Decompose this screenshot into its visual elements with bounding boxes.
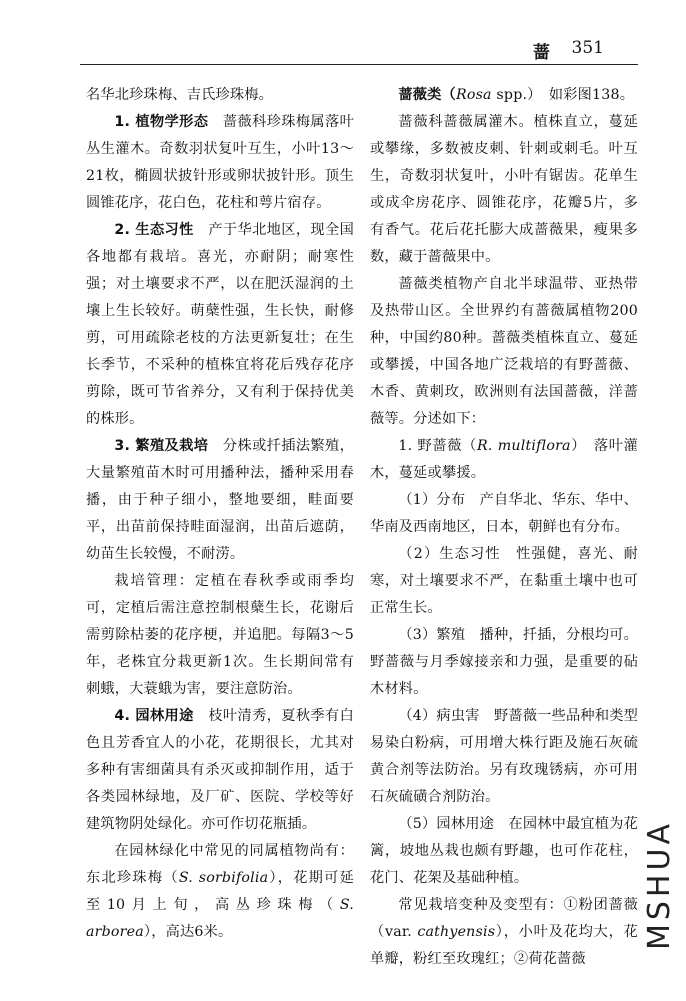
continued-text: 名华北珍珠梅、吉氏珍珠梅。 [86, 87, 274, 103]
distribution-heading: （1）分布 [398, 492, 466, 508]
related-text-a: 在园林绿化中常见的同属植物尚有：东北珍珠梅（ [86, 843, 354, 886]
para-ecology-heading: 2. 生态习性 [114, 222, 194, 238]
para-varieties [370, 892, 638, 973]
page-number: 351 [571, 38, 604, 58]
para-rosa-distribution [370, 271, 638, 433]
left-column [86, 82, 354, 946]
continued-line [86, 82, 354, 109]
para-landscape-text: 枝叶清秀，夏秋季有白色且芳香宜人的小花，花期很长，尤其对多种有害细菌具有杀灭或抑制作用，适于各类园林绿地，及厂矿、医院、学校等好建筑物阴处绿化。亦可作切花瓶插。 [86, 708, 354, 832]
propagation-heading: （3）繁殖 [398, 627, 466, 643]
varieties-latin: cathyensis [417, 924, 496, 940]
para-propagation-heading: 3. 繁殖及栽培 [114, 438, 209, 454]
para-cultivation-text: 栽培管理：定植在春秋季或雨季均可，定植后需注意控制根蘖生长，花谢后需剪除枯萎的花序梗，并追肥。每隔3～5年，老株宜分栽更新1次。生长期间常有刺蛾，大蓑蛾为害，要注意防治。 [86, 573, 354, 697]
habit-text: 性强健，喜光、耐寒，对土壤要求不严，在黏重土壤中也可正常生长。 [370, 546, 638, 616]
para-propagation [86, 433, 354, 568]
para-propagation-rosa [370, 622, 638, 703]
para-morphology-text: 蔷薇科珍珠梅属落叶丛生灌木。奇数羽状复叶互生，小叶13～21枚，椭圆状披针形或卵状披针形。顶生圆锥花序，花白色，花柱和萼片宿存。 [86, 114, 354, 211]
para-related-species [86, 838, 354, 946]
species-name-2: S. arborea [86, 897, 354, 940]
figure-reference: 如彩图138。 [548, 87, 635, 103]
varieties-text-a: 常见栽培变种及变型有：①粉团蔷薇（var. [370, 897, 638, 940]
section-title-text: 蔷薇类（ [398, 87, 456, 103]
para-landscape-heading: 4. 园林用途 [114, 708, 194, 724]
rosa-overview-text: 蔷薇科蔷薇属灌木。植株直立，蔓延或攀缘，多数被皮刺、针刺或刺毛。叶互生，奇数羽状复叶，小叶有锯齿。花单生或成伞房花序、圆锥花序，花瓣5片，多有香气。花后花托膨大成蔷薇果，瘦果多数，藏于蔷薇果中。 [370, 114, 638, 265]
right-column [370, 82, 638, 973]
para-propagation-text: 分株或扦插法繁殖，大量繁殖苗木时可用播种法，播种采用春播，由于种子细小，整地要细，畦面要平，出苗前保持畦面湿润，出苗后遮荫，幼苗生长较慢，不耐涝。 [86, 438, 354, 562]
section-title-latin: Rosa [455, 87, 492, 103]
para-pests [370, 703, 638, 811]
para-multiflora [370, 433, 638, 487]
running-head-char: 蔷 [533, 43, 550, 63]
garden-use-heading: （5）园林用途 [398, 816, 495, 832]
pests-text: 野蔷薇一些品种和类型易染白粉病，可用增大株行距及施石灰硫黄合剂等法防治。另有玫瑰锈病，亦可用石灰硫磺合剂防治。 [370, 708, 638, 805]
para-habit [370, 541, 638, 622]
garden-use-text: 在园林中最宜植为花篱，坡地丛栽也颇有野趣，也可作花柱，花门、花架及基础种植。 [370, 816, 638, 886]
page-header [80, 36, 638, 64]
species-name-1: S. sorbifolia [178, 870, 269, 886]
multiflora-heading-b: ） [570, 438, 579, 454]
habit-heading: （2）生态习性 [398, 546, 501, 562]
section-title-spp: spp.） [491, 87, 535, 103]
watermark: MSHUA [642, 820, 677, 950]
para-landscape-use [86, 703, 354, 838]
rosa-distribution-text: 蔷薇类植物产自北半球温带、亚热带及热带山区。全世界约有蔷薇属植物200种，中国约80种。蔷薇类植株直立、蔓延或攀援，中国各地广泛栽培的有野蔷薇、木香、黄刺玫，欧洲则有法国蔷薇，洋蔷薇等。分述如下： [370, 276, 638, 427]
para-distribution [370, 487, 638, 541]
multiflora-heading-a: 1. 野蔷薇（ [398, 438, 477, 454]
section-title [370, 82, 638, 109]
para-morphology-heading: 1. 植物学形态 [114, 114, 209, 130]
pests-heading: （4）病虫害 [398, 708, 480, 724]
distribution-text: 产自华北、华东、华中、华南及西南地区，日本，朝鲜也有分布。 [370, 492, 639, 535]
header-rule [80, 64, 638, 65]
para-garden-use [370, 811, 638, 892]
para-ecology [86, 217, 354, 433]
multiflora-latin: R. multiflora [477, 438, 571, 454]
para-rosa-overview [370, 109, 638, 271]
varieties-text-b: ），小叶及花均大，花单瓣，粉红至玫瑰红；②荷花蔷薇 [370, 924, 638, 967]
related-text-c: ），高达6米。 [143, 924, 233, 940]
para-cultivation [86, 568, 354, 703]
related-text-b: ），花期可延至10月上旬，高丛珍珠梅（ [86, 870, 354, 913]
para-ecology-text: 产于华北地区，现全国各地都有栽培。喜光，亦耐阴；耐寒性强；对土壤要求不严，以在肥沃湿润的土壤上生长较好。萌蘖性强，生长快，耐修剪，可用疏除老枝的方法更新复壮；在生长季节，不采种的植株宜将花后残存花序剪除，既可节省养分，又有利于保持优美的株形。 [86, 222, 354, 427]
propagation-text: 播种，扦插，分根均可。野蔷薇与月季嫁接亲和力强，是重要的砧木材料。 [370, 627, 639, 697]
multiflora-text: 落叶灌木，蔓延或攀援。 [370, 438, 639, 481]
para-morphology [86, 109, 354, 217]
